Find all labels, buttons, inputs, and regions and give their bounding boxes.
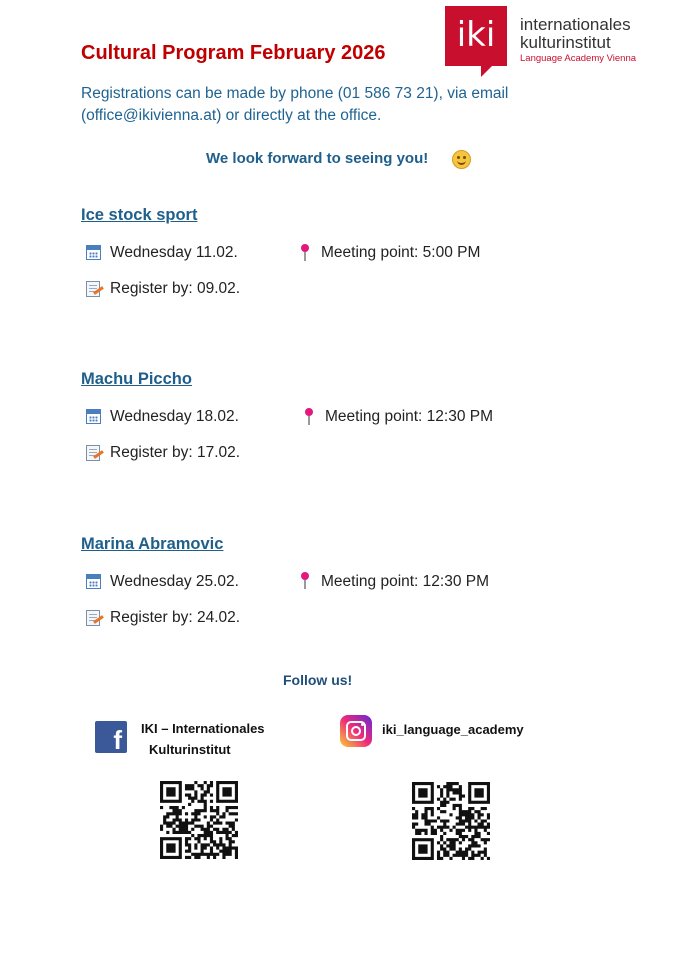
logo-text-line2: kulturinstitut: [520, 33, 611, 52]
event-title: Ice stock sport: [81, 206, 198, 224]
event-date: Wednesday 18.02.: [110, 408, 239, 425]
pushpin-icon: [299, 244, 311, 262]
smiley-icon: [452, 150, 471, 169]
page-title: Cultural Program February 2026: [81, 42, 386, 64]
calendar-icon: [86, 409, 101, 424]
event-title: Marina Abramovic: [81, 535, 224, 553]
intro-line-2: (office@ikivienna.at) or directly at the office.: [81, 107, 382, 124]
event-register-by: Register by: 24.02.: [110, 609, 241, 626]
instagram-handle: iki_language_academy: [382, 722, 524, 737]
facebook-name-line1: IKI – Internationales: [141, 721, 265, 736]
iki-logo: iki: [445, 6, 507, 66]
facebook-icon[interactable]: f: [95, 721, 127, 753]
event-title: Machu Piccho: [81, 370, 192, 388]
register-form-icon: [86, 610, 100, 626]
pushpin-icon: [303, 408, 315, 426]
event-register-by: Register by: 09.02.: [110, 280, 241, 297]
calendar-icon: [86, 245, 101, 260]
instagram-icon[interactable]: [340, 715, 372, 747]
welcome-text: We look forward to seeing you!: [206, 150, 429, 167]
pushpin-icon: [299, 572, 311, 590]
facebook-qr-code: [160, 781, 238, 859]
facebook-name-line2: Kulturinstitut: [149, 742, 231, 757]
event-meeting-point: Meeting point: 5:00 PM: [321, 244, 481, 261]
event-register-by: Register by: 17.02.: [110, 444, 241, 461]
logo-speech-tail: [481, 64, 494, 77]
event-meeting-point: Meeting point: 12:30 PM: [321, 573, 490, 590]
register-form-icon: [86, 281, 100, 297]
logo-tagline: Language Academy Vienna: [520, 53, 637, 64]
event-date: Wednesday 11.02.: [110, 244, 238, 261]
event-date: Wednesday 25.02.: [110, 573, 239, 590]
register-form-icon: [86, 445, 100, 461]
calendar-icon: [86, 574, 101, 589]
logo-text-line1: internationales: [520, 15, 631, 34]
follow-us-heading: Follow us!: [283, 672, 353, 688]
event-meeting-point: Meeting point: 12:30 PM: [325, 408, 494, 425]
instagram-qr-code: [412, 782, 490, 860]
intro-line-1: Registrations can be made by phone (01 586 73 21), via email: [81, 85, 509, 102]
